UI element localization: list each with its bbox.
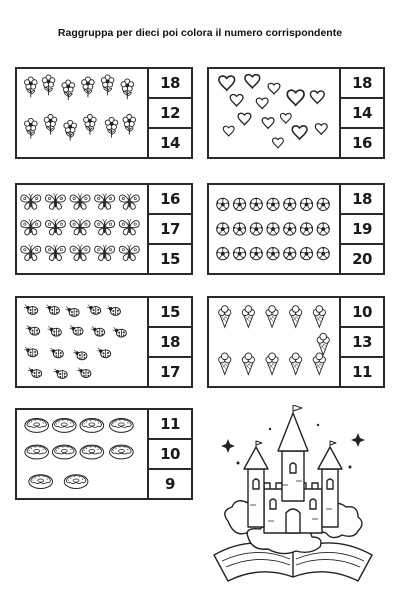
answer-option[interactable]: 11 xyxy=(160,415,180,433)
answer-option[interactable]: 13 xyxy=(341,326,383,356)
answer-option[interactable]: 10 xyxy=(352,303,372,321)
exercise-card-butterflies xyxy=(15,183,193,275)
heart-icon-group xyxy=(209,69,339,157)
exercise-card-donuts xyxy=(15,408,193,500)
answer-option[interactable]: 16 xyxy=(160,190,180,208)
flower-icon xyxy=(17,69,147,157)
answer-choices xyxy=(147,298,191,386)
soccer-ball-icon-group xyxy=(209,185,339,273)
ladybug-icon xyxy=(17,298,147,386)
ladybug-icon-group xyxy=(17,298,147,386)
answer-option[interactable]: 20 xyxy=(341,243,383,273)
answer-option[interactable]: 14 xyxy=(341,97,383,127)
answer-option[interactable]: 11 xyxy=(341,356,383,386)
butterfly-icon-group xyxy=(17,185,147,273)
answer-option[interactable]: 15 xyxy=(160,303,180,321)
answer-option[interactable]: 18 xyxy=(352,74,372,92)
donut-icon-group xyxy=(17,410,147,498)
answer-choices xyxy=(147,410,191,498)
donut-icon xyxy=(17,410,147,498)
answer-option[interactable]: 19 xyxy=(341,213,383,243)
castle-on-book-icon xyxy=(208,405,378,590)
flower-icon-group xyxy=(17,69,147,157)
ice-cream-icon xyxy=(209,298,339,386)
answer-option[interactable]: 10 xyxy=(149,438,191,468)
answer-option[interactable]: 12 xyxy=(149,97,191,127)
answer-option[interactable]: 18 xyxy=(160,74,180,92)
answer-option[interactable]: 14 xyxy=(149,127,191,157)
heart-icon xyxy=(209,69,339,157)
answer-option[interactable]: 16 xyxy=(341,127,383,157)
answer-choices xyxy=(339,69,383,157)
answer-option[interactable]: 9 xyxy=(149,468,191,498)
exercise-card-hearts xyxy=(207,67,385,159)
answer-choices xyxy=(339,185,383,273)
answer-option[interactable]: 17 xyxy=(149,213,191,243)
answer-option[interactable]: 15 xyxy=(149,243,191,273)
butterfly-icon xyxy=(17,185,147,273)
exercise-card-ladybugs xyxy=(15,296,193,388)
soccer-ball-icon xyxy=(209,185,339,273)
ice-cream-icon-group xyxy=(209,298,339,386)
answer-choices xyxy=(339,298,383,386)
answer-option[interactable]: 18 xyxy=(352,190,372,208)
answer-choices xyxy=(147,69,191,157)
exercise-card-flowers xyxy=(15,67,193,159)
exercise-card-ice-creams xyxy=(207,296,385,388)
answer-option[interactable]: 17 xyxy=(149,356,191,386)
page-title: Raggruppa per dieci poi colora il numero corrispondente xyxy=(57,27,343,39)
answer-option[interactable]: 18 xyxy=(149,326,191,356)
answer-choices xyxy=(147,185,191,273)
exercise-card-soccer-balls xyxy=(207,183,385,275)
